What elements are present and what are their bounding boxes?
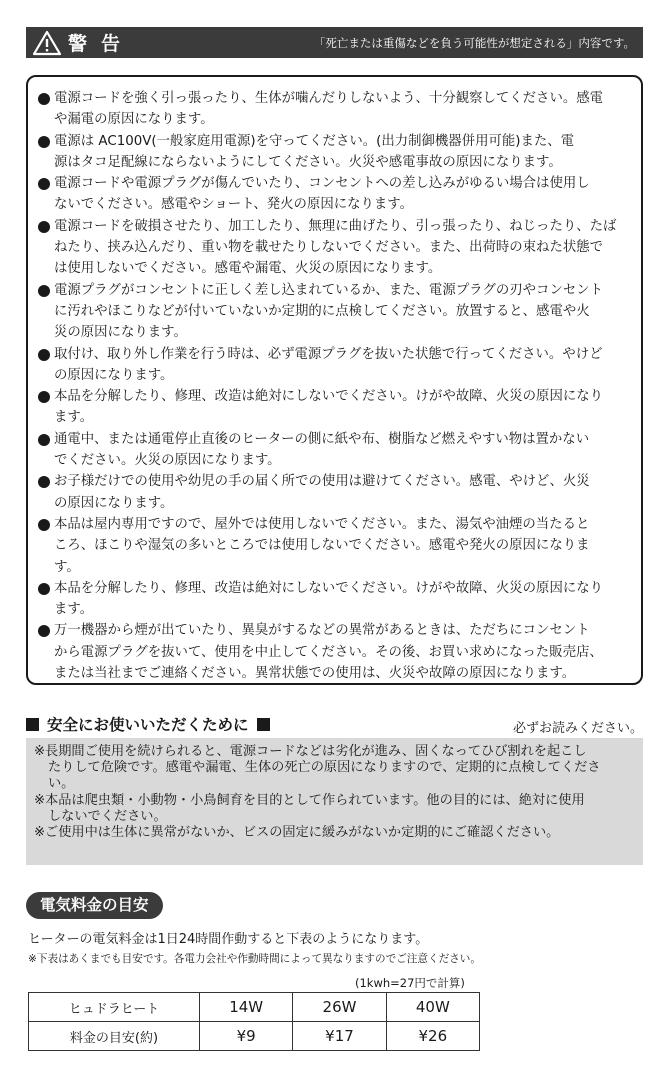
electricity-description: ヒーターの電気料金は1日24時間作動すると下表のようになります。 bbox=[28, 932, 429, 947]
warning-box bbox=[26, 75, 643, 685]
warning-item: 本品は屋内専用ですので、屋外では使用しないでください。また、湯気や油煙の当たると ころ、ほこりや湿気の多いところでは使用しないでください。感電や発火の原因になりま す。 bbox=[37, 514, 631, 578]
warning-item: 万一機器から煙が出ていたり、異臭がするなどの異常があるときは、ただちにコンセント から電源プラグを抜いて、使用を中止してください。その後、お買い求めになった販売店、 または当社までご連絡ください。異常状態での使用は、火災や故障の原因になります。 bbox=[37, 620, 631, 684]
table-cell: ¥17 bbox=[293, 1022, 386, 1051]
table-cell: ヒュドラヒート bbox=[29, 993, 200, 1022]
warning-item: 本品を分解したり、修理、改造は絶対にしないでください。けがや故障、火災の原因になり ます。 bbox=[37, 578, 631, 621]
safety-note-item: ※長期間ご使用を続けられると、電源コードなどは劣化が進み、固くなってひび割れを起こし たりして危険です。感電や漏電、生体の死亡の原因になりますので、定期的に点検してくださ い。 bbox=[34, 744, 601, 792]
warning-title: 警告 bbox=[68, 33, 135, 55]
safety-heading bbox=[26, 713, 270, 735]
warning-item: 取付け、取り外し作業を行う時は、必ず電源プラグを抜いた状態で行ってください。やけど の原因になります。 bbox=[37, 344, 631, 387]
warning-item: 電源コードを強く引っ張ったり、生体が噛んだりしないよう、十分観察してください。感電 や漏電の原因になります。 bbox=[37, 88, 631, 131]
warning-item: 通電中、または通電停止直後のヒーターの側に紙や布、樹脂など燃えやすい物は置かない でください。火災の原因になります。 bbox=[37, 429, 631, 472]
warning-note: 「死亡または重傷などを負う可能性が想定される」内容です。 bbox=[313, 35, 635, 50]
warning-item: 電源コードや電源プラグが傷んでいたり、コンセントへの差し込みがゆるい場合は使用し ないでください。感電やショート、発火の原因になります。 bbox=[37, 173, 631, 216]
warning-item: 本品を分解したり、修理、改造は絶対にしないでください。けがや故障、火災の原因になり ます。 bbox=[37, 386, 631, 429]
safety-notes-box bbox=[26, 738, 643, 865]
warning-item: 電源コードを破損させたり、加工したり、無理に曲げたり、引っ張ったり、ねじったり、たば ねたり、挟み込んだり、重い物を載せたりしないでください。また、出荷時の束ねた状態で は使用しないでください。感電や漏電、火災の原因になります。 bbox=[37, 216, 631, 280]
warning-triangle-icon bbox=[32, 30, 62, 56]
warning-item: 電源は AC100V(一般家庭用電源)を守ってください。(出力制御機器併用可能)また、電 源はタコ足配線にならないようにしてください。火災や感電事故の原因になります。 bbox=[37, 131, 631, 174]
safety-note: 必ずお読みください。 bbox=[512, 721, 643, 736]
table-cell: 26W bbox=[293, 993, 386, 1022]
calculation-note: (1kwh=27円で計算) bbox=[355, 976, 465, 990]
electricity-rate-table bbox=[28, 992, 480, 1051]
electricity-title: 電気料金の目安 bbox=[26, 892, 163, 919]
safety-title: 安全にお使いいただくために bbox=[47, 716, 249, 734]
square-bullet-icon bbox=[26, 718, 39, 731]
table-row bbox=[29, 1022, 480, 1051]
table-cell: 14W bbox=[200, 993, 293, 1022]
table-cell: ¥26 bbox=[386, 1022, 479, 1051]
table-cell: 40W bbox=[386, 993, 479, 1022]
warning-item: 電源プラグがコンセントに正しく差し込まれているか、また、電源プラグの刃やコンセント に汚れやほこりなどが付いていないか定期的に点検してください。放置すると、感電や火 災の原因になります。 bbox=[37, 280, 631, 344]
electricity-note: ※下表はあくまでも目安です。各電力会社や作動時間によって異なりますのでご注意ください。 bbox=[28, 953, 481, 965]
warning-item: お子様だけでの使用や幼児の手の届く所での使用は避けてください。感電、やけど、火災 の原因になります。 bbox=[37, 471, 631, 514]
square-bullet-icon bbox=[257, 718, 270, 731]
warning-header bbox=[26, 27, 643, 58]
safety-note-item: ※本品は爬虫類・小動物・小鳥飼育を目的として作られています。他の目的には、絶対に使用 しないでください。 bbox=[34, 792, 585, 824]
table-cell: ¥9 bbox=[200, 1022, 293, 1051]
table-cell: 料金の目安(約) bbox=[29, 1022, 200, 1051]
safety-note-item: ※ご使用中は生体に異常がないか、ビスの固定に緩みがないか定期的にご確認ください。 bbox=[34, 825, 560, 841]
table-header-row bbox=[29, 993, 480, 1022]
